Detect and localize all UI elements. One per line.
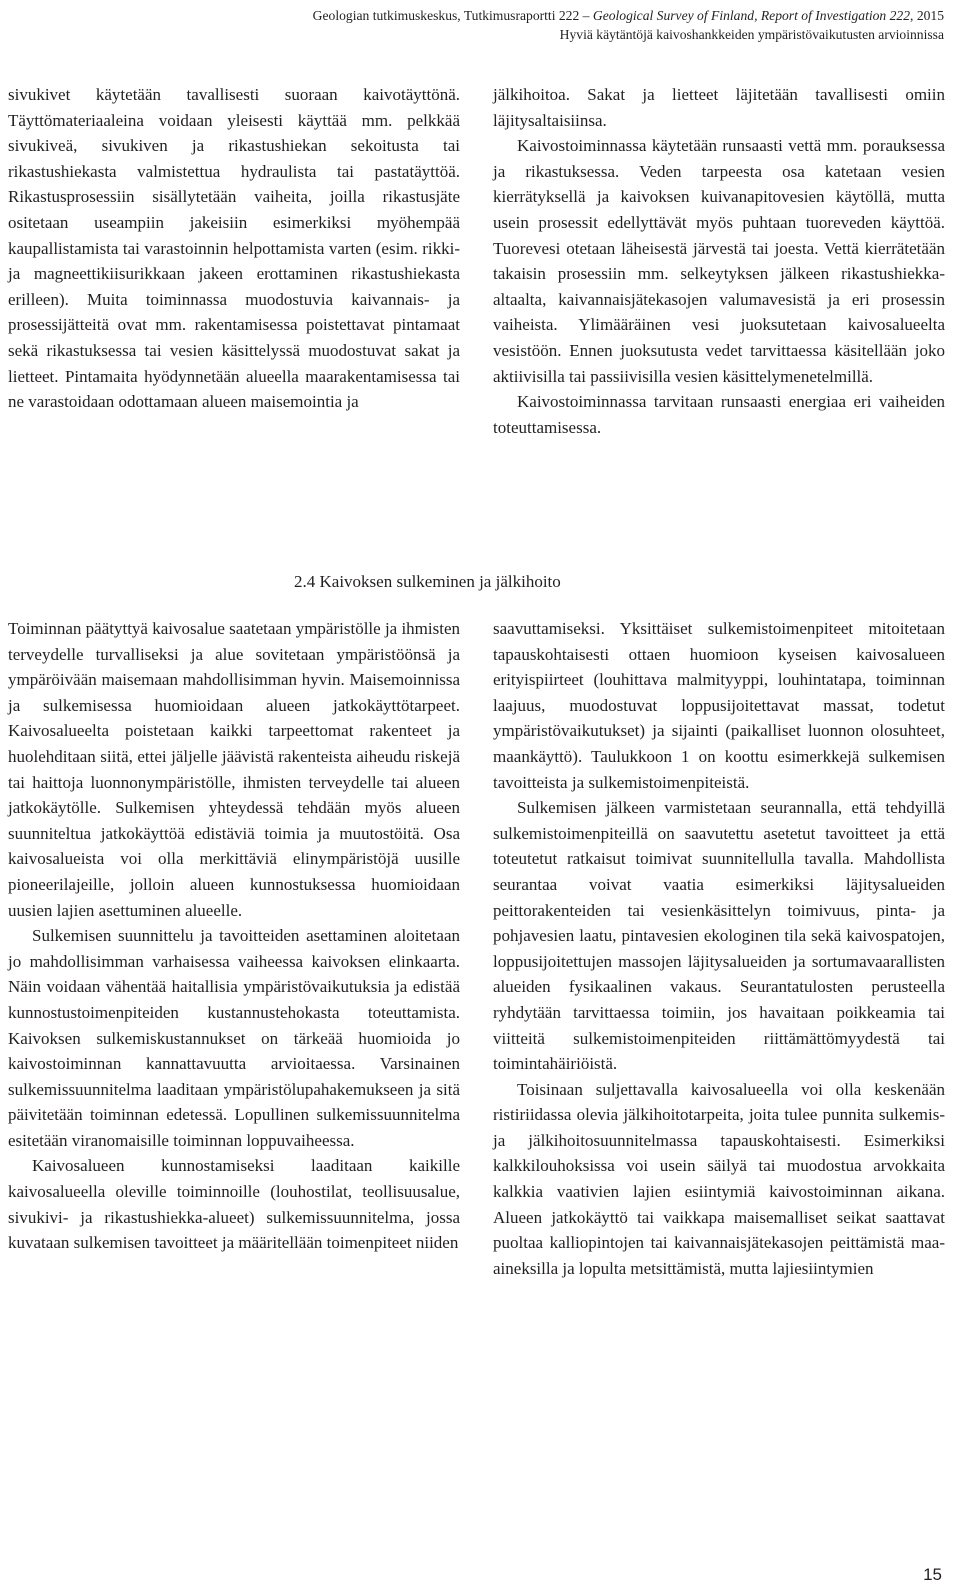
paragraph: Kaivostoiminnassa tarvitaan runsaasti energiaa eri vaiheiden toteuttamisessa. — [493, 392, 945, 437]
section-heading: 2.4 Kaivoksen sulkeminen ja jälkihoito — [294, 572, 561, 591]
header-line-1 — [44, 6, 944, 25]
paragraph: jälkihoitoa. Sakat ja lietteet läjitetään tavallisesti omiin läjitysaltaisiinsa. — [493, 85, 945, 130]
header-series-en: Geological Survey of Finland, Report of Investigation 222 — [592, 8, 911, 23]
paragraph: Sulkemisen jälkeen varmistetaan seurannalla, että tehdyillä sulkemistoimenpiteillä on saavutettu asetetut tavoitteet ja että toteutetut ratkaisut toimivat suunnitellulla tavalla. Mahdollista seurantaa voivat vaatia esimerkiksi läjitysalueiden peittorakenteiden tai vesienkäsittelyn toimivuus, pinta- ja pohjavesien laatu, pintavesien ekologinen tila sekä kaivospatojen, loppusijoitettujen massojen läjitysalueiden ja sortumavaarallisten alueiden fysikaalinen vakaus. Seurantatulosten perusteella ryhdytään tarvittaessa toimiin, jos havaitaan poikkeamia tai viitteitä sulkemistoimenpiteiden riittämättömyydestä tai toimintahäiriöistä. — [493, 798, 945, 1074]
paragraph: Kaivosalueen kunnostamiseksi laaditaan kaikille kaivosalueella oleville toiminnoille (louhostilat, teollisuusalue, sivukivi- ja rikastushiekka-alueet) sulkemissuunnitelma, jossa kuvataan sulkemisen tavoitteet ja määritellään toimenpiteet niiden — [8, 1156, 460, 1253]
header-year: , 2015 — [910, 8, 944, 23]
paragraph: Kaivostoiminnassa käytetään runsaasti vettä mm. porauksessa ja rikastuksessa. Veden tarpeesta osa katetaan vesien kierrätyksellä ja kaivoksen kuivanapitovesien käytöllä, mutta usein prosessit edellyttävät myös puhtaan tuoreveden käyttöä. Tuorevesi otetaan läheisestä järvestä tai joesta. Vettä kierrätetään takaisin prosessiin mm. selkeytyksen jälkeen rikastushiekka-altaalta, kaivannaisjätekasojen valumavesistä ja eri prosessin vaiheista. Ylimääräinen vesi juoksutetaan kaivosalueelta vesistöön. Ennen juoksutusta vedet tarvittaessa käsitellään joko aktiivisilla tai passiivisilla vesien käsittelymenetelmillä. — [493, 136, 945, 386]
top-right-column — [493, 82, 945, 440]
running-header — [44, 6, 944, 44]
top-left-column — [8, 82, 460, 415]
paragraph: Toisinaan suljettavalla kaivosalueella voi olla keskenään ristiriidassa olevia jälkihoitotarpeita, joita tulee punnita sulkemis- ja jälkihoitosuunnitelmassa tapauskohtaisesti. Esimerkiksi kalkkilouhoksissa voi usein säilyä tai muodostua arvokkaita kalkkia vaativien lajien esiintymiä kaivostoiminnan aikana. Alueen jatkokäyttö tai vaikkapa maisemalliset seikat saattavat puoltaa kalliopintojen tai kaivannaisjätekasojen peittämistä maa-aineksilla ja lopulta metsittämistä, mutta lajiesiintymien — [493, 1079, 945, 1278]
page-number: 15 — [923, 1565, 942, 1584]
header-series-fi: Geologian tutkimuskeskus, Tutkimusraportti 222 – — [312, 8, 593, 23]
header-line-2: Hyviä käytäntöjä kaivoshankkeiden ympäristövaikutusten arvioinnissa — [559, 27, 944, 42]
paragraph: Sulkemisen suunnittelu ja tavoitteiden asettaminen aloitetaan jo mahdollisimman varhaisessa vaiheessa kaivoksen elinkaarta. Näin voidaan vähentää haitallisia ympäristövaikutuksia ja edistää kunnostustoimenpiteiden kustannustehokasta toteuttamista. Kaivoksen sulkemiskustannukset on tärkeää huomioida jo kaivostoiminnan kannattavuutta arvioitaessa. Varsinainen sulkemissuunnitelma laaditaan ympäristölupahakemukseen ja sitä päivitetään toiminnan edetessä. Lopullinen sulkemissuunnitelma esitetään viranomaisille toiminnan loppuvaiheessa. — [8, 926, 460, 1150]
paragraph: sivukivet käytetään tavallisesti suoraan kaivotäyttönä. Täyttömateriaaleina voidaan yleisesti käyttää mm. pelkkää sivukiveä, sivukiven ja rikastushiekan sekoitusta tai rikastushiekasta valmistettua hydraulista tai pastatäyttöä. Rikastusprosessiin sisällytetään vaiheita, joilla rikastusjäte ositetaan useampiin jakeisiin esimerkiksi myöhempää kaupallistamista tai varastoinnin helpottamista varten (esim. rikki- ja magneettikiisurikkaan jakeen erottaminen rikastushiekasta erilleen). Muita toiminnassa muodostuvia kaivannais- ja prosessijätteitä ovat mm. rakentamisessa poistettavat pintamaat sekä rikastuksessa tai vesien käsittelyssä muodostuvat sakat ja lietteet. Pintamaita hyödynnetään alueella maarakentamisessa tai ne varastoidaan odottamaan alueen maisemointia ja — [8, 85, 460, 412]
paragraph: saavuttamiseksi. Yksittäiset sulkemistoimenpiteet mitoitetaan tapauskohtaisesti ottaen huomioon kyseisen kaivosalueen erityispiirteet (louhittava malmityyppi, louhintatapa, toiminnan laajuus, muodostuvat loppusijoitettavat massat, todetut ympäristövaikutukset) ja sijainti (paikalliset luonnon olosuhteet, maankäyttö). Taulukkoon 1 on koottu esimerkkejä sulkemisen tavoitteista ja sulkemistoimenpiteistä. — [493, 619, 945, 792]
paragraph: Toiminnan päätyttyä kaivosalue saatetaan ympäristölle ja ihmisten terveydelle turvalliseksi ja alue sovitetaan ympäristöönsä ja ympäröivään maisemaan mahdollisimman hyvin. Maisemoinnissa ja sulkemisessa huomioidaan alueen jatkokäyttötarpeet. Kaivosalueelta poistetaan kaikki tarpeettomat rakenteet ja huolehditaan siitä, ettei jäljelle jäävistä rakenteista aiheudu riskejä tai haittoja luonnonympäristölle, ihmisten terveydelle tai alueen jatkokäytölle. Sulkemisen yhteydessä tehdään myös alueen suunniteltua jatkokäyttöä edistäviä toimia ja muutostöitä. Osa kaivosalueista voi olla merkittäviä elinympäristöjä uusille pioneerilajeille, jolloin alueen kunnostuksessa huomioidaan uusien lajien asettuminen alueelle. — [8, 619, 461, 920]
bottom-right-column — [493, 616, 945, 1281]
bottom-left-column — [8, 616, 460, 1256]
